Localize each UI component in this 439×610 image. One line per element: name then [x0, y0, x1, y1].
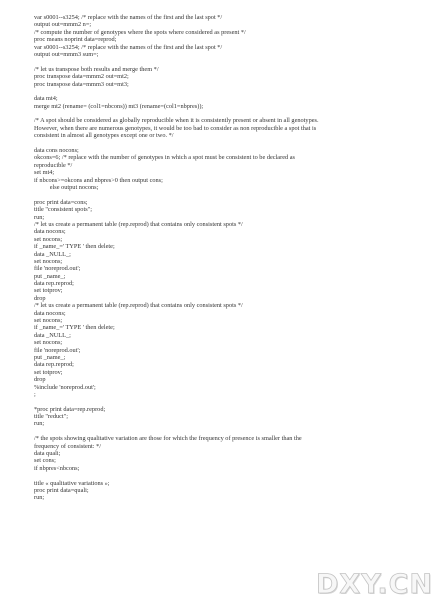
blank-line: [34, 428, 409, 435]
code-line: put _name_;: [34, 353, 66, 361]
code-line: However, when there are numerous genotypes, it would be too bad to consider as non reproducible a spot that is: [34, 124, 317, 132]
code-line: /* compute the number of genotypes where the spots where considered as present */: [34, 28, 246, 36]
code-line: proc transpose data=mmm3 out=mt3;: [34, 80, 129, 88]
code-line: var s0001--s3254; /* replace with the names of the first and the last spot */: [34, 43, 223, 51]
code-line: set mt4;: [34, 169, 55, 177]
code-line: set nocons;: [34, 235, 63, 243]
code-line: reproducible */: [34, 161, 73, 169]
code-line: set nocons;: [34, 257, 63, 265]
code-line: data nocons;: [34, 309, 66, 317]
blank-line: [34, 191, 409, 198]
code-line: %include 'noreprod.out';: [34, 383, 96, 391]
code-line: if nbcons>=okcons and nbpres>0 then output cons;: [34, 176, 163, 184]
code-line: data cons nocons;: [34, 147, 79, 155]
code-line: /* A spot should be considered as globally reproducible when it is consistently present or absent in all genotypes.: [34, 117, 319, 125]
code-line: data _NULL_;: [34, 250, 71, 258]
code-line: ;: [34, 390, 36, 398]
code-line: proc print data=cons;: [34, 198, 88, 206]
code-line: proc transpose data=mmm2 out=mt2;: [34, 73, 129, 81]
code-line: if nbpres<nbcons;: [34, 464, 80, 472]
code-line: /* let us create a permanent table (rep.reprod) that contains only consistent spots */: [34, 302, 243, 310]
code-line: set totprov;: [34, 287, 63, 295]
code-line: data mt4;: [34, 95, 58, 103]
code-line: /* the spots showing qualitative variation are those for which the frequency of presence is smaller than the: [34, 435, 302, 443]
code-line: data rep.reprod;: [34, 280, 74, 288]
code-line: okcons=6; /* replace with the number of genotypes in which a spot must be consistent to be declared as: [34, 154, 295, 162]
code-line: data nocons;: [34, 228, 66, 236]
code-line: data rep.reprod;: [34, 361, 74, 369]
code-line: set totprov;: [34, 368, 63, 376]
code-line: proc means noprint data=reprod;: [34, 36, 117, 44]
code-line: run;: [34, 420, 45, 428]
code-line: set nocons;: [34, 339, 63, 347]
code-line: put _name_;: [34, 272, 66, 280]
code-line: var s0001--s3254; /* replace with the names of the first and the last spot */: [34, 14, 223, 21]
code-line: proc print data=quali;: [34, 487, 89, 494]
sas-code-block: [34, 14, 409, 502]
code-line: *proc print data=rep.reprod;: [34, 405, 106, 413]
code-line: file 'noreprod.out';: [34, 265, 81, 273]
code-line: if _name_=' TYPE ' then delete;: [34, 324, 115, 332]
code-line: title "consistent spots";: [34, 206, 92, 214]
code-line: set cons;: [34, 457, 56, 465]
code-line: file 'noreprod.out';: [34, 346, 81, 354]
code-line: else output nocons;: [34, 183, 99, 191]
code-line: /* let us create a permanent table (rep.reprod) that contains only consistent spots */: [34, 220, 243, 228]
code-line: frequency of consistent: */: [34, 442, 101, 450]
code-line: /* let us transpose both results and merge them */: [34, 65, 159, 73]
watermark-logo: DXY.CN: [316, 569, 433, 600]
blank-line: [34, 110, 409, 117]
blank-line: [34, 88, 409, 95]
code-line: if _name_=' TYPE ' then delete;: [34, 243, 115, 251]
blank-line: [34, 472, 409, 479]
blank-line: [34, 140, 409, 147]
code-line: drop: [34, 294, 46, 302]
code-line: output out=mmm3 sum=;: [34, 50, 99, 58]
code-line: set nocons;: [34, 317, 63, 325]
code-line: data _NULL_;: [34, 331, 71, 339]
code-line: title « qualitative variations »;: [34, 479, 110, 487]
code-line: run;: [34, 213, 45, 221]
code-line: output out=mmm2 n=;: [34, 21, 92, 29]
code-line: consistent in almost all genotypes except one or two. */: [34, 132, 174, 140]
code-line: title "reduct";: [34, 413, 68, 421]
blank-line: [34, 398, 409, 405]
blank-line: [34, 58, 409, 65]
code-line: data quali;: [34, 450, 61, 458]
code-line: merge mt2 (rename= (col1=nbcons)) mt3 (rename=(col1=nbpres));: [34, 102, 204, 110]
code-line: run;: [34, 494, 45, 502]
code-line: drop: [34, 376, 46, 384]
